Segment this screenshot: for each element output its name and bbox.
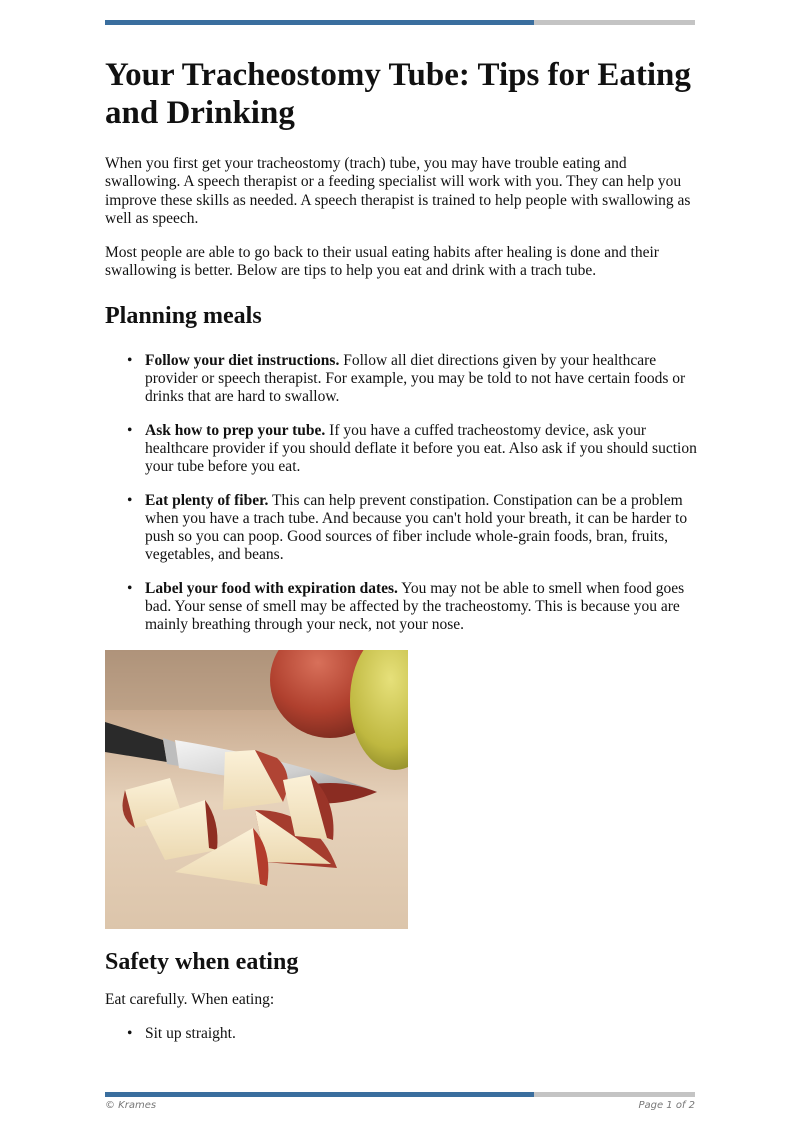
section-heading-planning: Planning meals xyxy=(105,302,262,329)
intro-paragraph-1: When you first get your tracheostomy (trach) tube, you may have trouble eating and swallowing. A speech therapist or a feeding specialist will work with you. They can help you improve these skills as needed. A speech therapist is trained to help people with swallowing as well as speech. xyxy=(105,155,691,227)
item-text: You may not be able to smell when food goes bad. Your sense of smell may be affected by the tracheostomy. This is because you are mainly breathing through your neck, not your nose. xyxy=(145,579,685,634)
footer-page-number: Page 1 of 2 xyxy=(638,1100,695,1111)
top-divider-bar xyxy=(105,20,695,25)
list-item: • Ask how to prep your tube. If you have a cuffed tracheostomy device, ask your healthcare provider if you should deflate it before you eat. Also ask if you should suction your tube before you eat. xyxy=(127,421,697,476)
list-item: • Follow your diet instructions. Follow all diet directions given by your healthcare provider or speech therapist. For example, you may be told to not have certain foods or drinks that are hard to swallow. xyxy=(127,351,686,406)
divider-accent xyxy=(105,20,534,25)
list-item: • Eat plenty of fiber. This can help prevent constipation. Constipation can be a problem when you have a trach tube. And because you can't hold your breath, it can be harder to push so you can poop. Good sources of fiber include whole-grain foods, bran, fruits, vegetables, and beans. xyxy=(127,491,688,564)
item-lead: Follow your diet instructions. xyxy=(145,351,340,369)
apple-slices-illustration xyxy=(105,650,408,929)
footer-copyright: © Krames xyxy=(105,1100,157,1111)
intro-paragraph-2: Most people are able to go back to their usual eating habits after healing is done and their swallowing is better. Below are tips to help you eat and drink with a trach tube. xyxy=(105,244,659,280)
safety-list xyxy=(105,1025,697,1043)
divider-rest xyxy=(534,1092,695,1097)
item-text: Sit up straight. xyxy=(145,1024,236,1042)
document-body xyxy=(105,56,697,1043)
item-lead: Label your food with expiration dates. xyxy=(145,579,398,597)
bottom-divider-bar xyxy=(105,1092,695,1097)
item-text: Follow all diet directions given by your healthcare provider or speech therapist. For example, you may be told to not have certain foods or drinks that are hard to swallow. xyxy=(145,351,686,406)
section-heading-safety: Safety when eating xyxy=(105,948,299,975)
divider-accent xyxy=(105,1092,534,1097)
list-item: • Label your food with expiration dates. You may not be able to smell when food goes bad. Your sense of smell may be affected by the tracheostomy. This is because you are mainly breathing through your neck, not your nose. xyxy=(127,579,685,634)
item-text: This can help prevent constipation. Constipation can be a problem when you have a trach tube. And because you can't hold your breath, it can be harder to push so you can poop. Good sources of fiber include whole-grain foods, bran, fruits, vegetables, and beans. xyxy=(145,491,688,564)
apple-slices-photo xyxy=(105,650,408,929)
item-lead: Eat plenty of fiber. xyxy=(145,491,269,509)
divider-rest xyxy=(534,20,695,25)
item-lead: Ask how to prep your tube. xyxy=(145,421,326,439)
planning-list xyxy=(105,352,697,635)
page-title: Your Tracheostomy Tube: Tips for Eating and Drinking xyxy=(105,57,691,131)
list-item: • Sit up straight. xyxy=(127,1024,236,1042)
item-text: If you have a cuffed tracheostomy device, ask your healthcare provider if you should deflate it before you eat. Also ask if you should suction your tube before you eat. xyxy=(145,421,697,476)
safety-intro: Eat carefully. When eating: xyxy=(105,990,275,1008)
